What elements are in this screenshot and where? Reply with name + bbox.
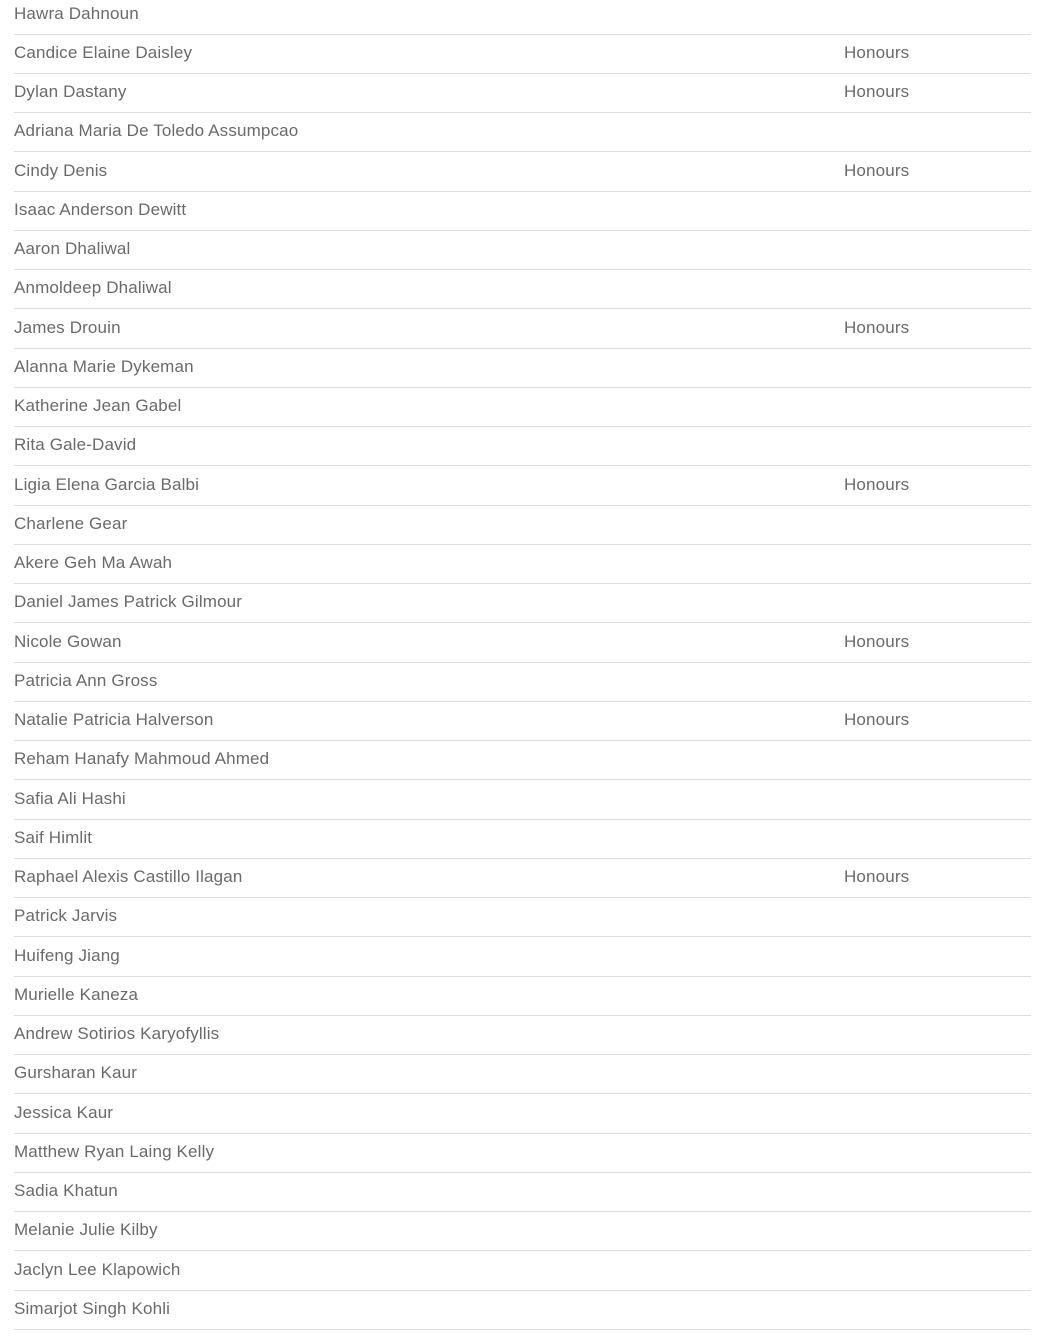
graduate-name: Rita Gale-David — [14, 435, 137, 455]
graduate-name: Huifeng Jiang — [14, 945, 120, 965]
graduate-name: Aaron Dhaliwal — [14, 239, 131, 258]
graduate-name: Safia Ali Hashi — [14, 788, 126, 808]
table-row — [14, 859, 1031, 898]
graduate-name: Patrick Jarvis — [14, 906, 118, 926]
table-row — [14, 820, 1031, 859]
table-row — [14, 584, 1031, 623]
honours-label: Honours — [844, 317, 910, 337]
table-row — [14, 231, 1031, 270]
table-row — [14, 35, 1031, 74]
graduate-name: Hawra Dahnoun — [14, 3, 139, 23]
table-row — [14, 0, 1031, 35]
table-row — [14, 663, 1031, 702]
table-row — [14, 1212, 1031, 1251]
graduate-name: Jaclyn Lee Klapowich — [14, 1259, 181, 1279]
graduate-name: Melanie Julie Kilby — [14, 1220, 158, 1240]
table-row — [14, 270, 1031, 309]
table-row — [14, 623, 1031, 662]
graduate-name: Dylan Dastany — [14, 82, 127, 101]
table-row — [14, 898, 1031, 937]
honours-label: Honours — [844, 82, 910, 101]
graduate-name: Alanna Marie Dykeman — [14, 356, 194, 376]
table-row — [14, 977, 1031, 1016]
graduate-name: Reham Hanafy Mahmoud Ahmed — [14, 749, 270, 769]
table-row — [14, 702, 1031, 741]
graduate-name: Natalie Patricia Halverson — [14, 710, 214, 729]
honours-label: Honours — [844, 710, 910, 729]
table-row — [14, 388, 1031, 427]
graduate-name: Andrew Sotirios Karyofyllis — [14, 1024, 220, 1043]
graduate-name: Anmoldeep Dhaliwal — [14, 278, 172, 298]
graduate-name: Charlene Gear — [14, 513, 128, 533]
table-row — [14, 1016, 1031, 1055]
graduate-name: Cindy Denis — [14, 160, 108, 180]
honours-label: Honours — [844, 474, 910, 494]
graduate-name: Candice Elaine Daisley — [14, 42, 193, 62]
honours-label: Honours — [844, 631, 910, 651]
table-row — [14, 1134, 1031, 1173]
table-row — [14, 506, 1031, 545]
table-row — [14, 74, 1031, 113]
graduate-name: Sadia Khatun — [14, 1181, 118, 1200]
graduate-name: Simarjot Singh Kohli — [14, 1298, 171, 1318]
graduate-name: James Drouin — [14, 317, 121, 337]
graduates-table — [14, 0, 1031, 1330]
honours-label: Honours — [844, 42, 910, 62]
graduate-name: Gursharan Kaur — [14, 1063, 138, 1083]
table-row — [14, 1291, 1031, 1330]
graduate-name: Isaac Anderson Dewitt — [14, 199, 187, 219]
graduate-name: Jessica Kaur — [14, 1102, 114, 1122]
table-row — [14, 937, 1031, 976]
graduate-name: Nicole Gowan — [14, 631, 122, 651]
graduate-name: Ligia Elena Garcia Balbi — [14, 474, 200, 494]
honours-label: Honours — [844, 160, 910, 180]
graduate-name: Matthew Ryan Laing Kelly — [14, 1141, 215, 1161]
table-row — [14, 1251, 1031, 1290]
table-row — [14, 466, 1031, 505]
table-row — [14, 1094, 1031, 1133]
table-row — [14, 780, 1031, 819]
graduate-name: Akere Geh Ma Awah — [14, 553, 173, 572]
graduate-name: Raphael Alexis Castillo Ilagan — [14, 867, 243, 886]
table-row — [14, 1173, 1031, 1212]
table-row — [14, 741, 1031, 780]
table-row — [14, 349, 1031, 388]
table-row — [14, 545, 1031, 584]
table-row — [14, 1055, 1031, 1094]
graduate-name: Katherine Jean Gabel — [14, 396, 182, 415]
table-row — [14, 427, 1031, 466]
table-row — [14, 309, 1031, 348]
graduate-name: Adriana Maria De Toledo Assumpcao — [14, 121, 299, 141]
graduate-name: Patricia Ann Gross — [14, 670, 158, 690]
honours-label: Honours — [844, 867, 910, 886]
graduate-name: Saif Himlit — [14, 827, 93, 847]
table-row — [14, 113, 1031, 152]
graduate-name: Murielle Kaneza — [14, 984, 139, 1004]
table-row — [14, 192, 1031, 231]
graduate-name: Daniel James Patrick Gilmour — [14, 592, 243, 612]
table-row — [14, 152, 1031, 191]
